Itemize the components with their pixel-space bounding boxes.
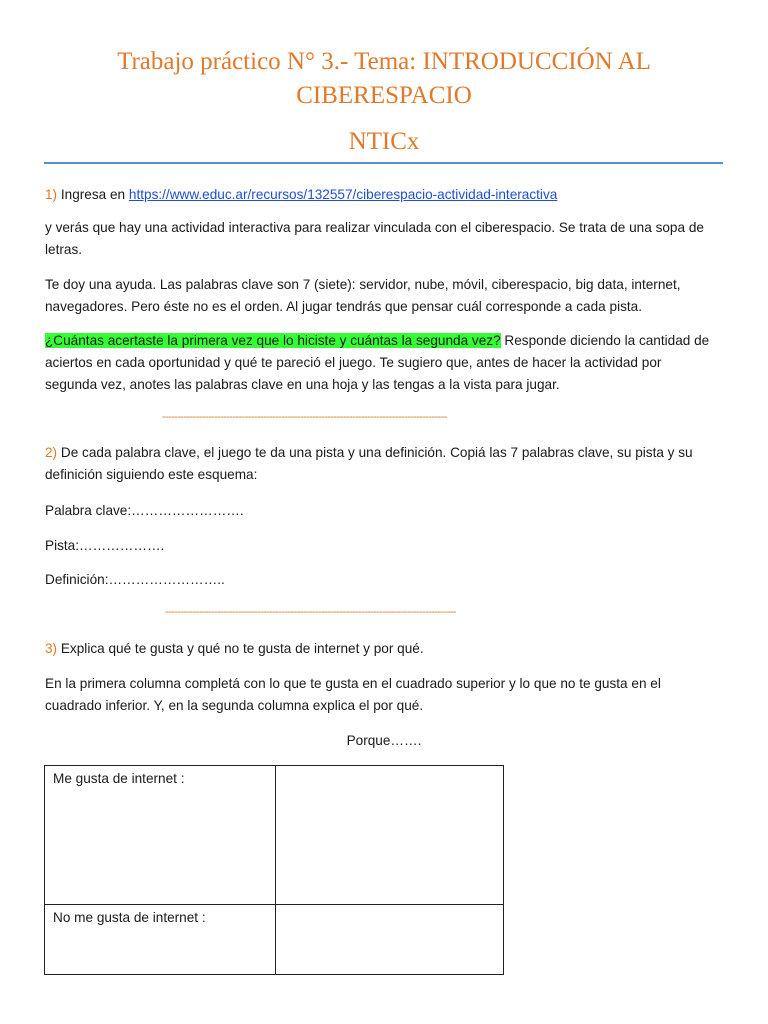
field-definicion: Definición:…………………….. (45, 572, 225, 587)
section1-para2: Te doy una ayuda. Las palabras clave son 7 (siete): servidor, nube, móvil, ciberespacio, big data, internet, navegadores. Pero éste no es el orden. Al jugar tendrás que pensar cuál corresponde a cada pista. (45, 277, 681, 314)
section1-question (45, 330, 713, 396)
document-title-line2: CIBERESPACIO (296, 82, 472, 109)
title-divider (44, 162, 723, 164)
separator-2: ----------------------------------------------------------------------------------------------- (165, 606, 456, 618)
section1-intro-text: Ingresa en (57, 187, 129, 202)
section2-text (45, 442, 713, 486)
dislikes-label: No me gusta de internet : (53, 910, 206, 925)
question-instructions: Responde diciendo la cantidad de aciertos en cada oportunidad y qué te pareció el juego. Te sugiero que, antes de hacer la actividad por segunda vez, anotes las palabras clave en una hoja y las tengas a la vista para jugar. (45, 333, 710, 392)
likes-reason-cell[interactable] (276, 766, 504, 905)
section1-para1: y verás que hay una actividad interactiva para realizar vinculada con el ciberespacio. Se trata de una sopa de letras. (45, 220, 704, 257)
section3-instructions: En la primera columna completá con lo que te gusta en el cuadrado superior y lo que no te gusta en el cuadrado inferior. Y, en la segunda columna explica el por qué. (45, 676, 661, 713)
section2-description: De cada palabra clave, el juego te da una pista y una definición. Copiá las 7 palabras clave, su pista y su definición siguiendo este esquema: (45, 445, 693, 482)
section2-number: 2) (45, 445, 58, 460)
likes-label-cell (45, 766, 276, 905)
section1-number: 1) (45, 187, 58, 202)
activity-link[interactable]: https://www.educ.ar/recursos/132557/ciberespacio-actividad-interactiva (128, 187, 558, 202)
dislikes-label-cell (45, 905, 276, 975)
section1-intro (45, 184, 713, 206)
document-subtitle: NTICx (348, 128, 420, 155)
likes-dislikes-table (44, 765, 504, 975)
section3-question: Explica qué te gusta y qué no te gusta de internet y por qué. (57, 641, 424, 656)
porque-label: Porque……. (346, 733, 422, 748)
section3-number: 3) (45, 641, 58, 656)
section3-text (45, 638, 713, 660)
field-palabra-clave: Palabra clave:……………………. (45, 503, 244, 518)
document-title: Trabajo práctico N° 3.- Tema: INTRODUCCIÓN AL (117, 48, 651, 75)
likes-label: Me gusta de internet : (53, 771, 185, 786)
dislikes-reason-cell[interactable] (276, 905, 504, 975)
field-pista: Pista:………………. (45, 538, 165, 553)
highlighted-question: ¿Cuántas acertaste la primera vez que lo hiciste y cuántas la segunda vez? (45, 333, 501, 348)
separator-1: --------------------------------------------------------------------------------------------- (162, 411, 447, 423)
